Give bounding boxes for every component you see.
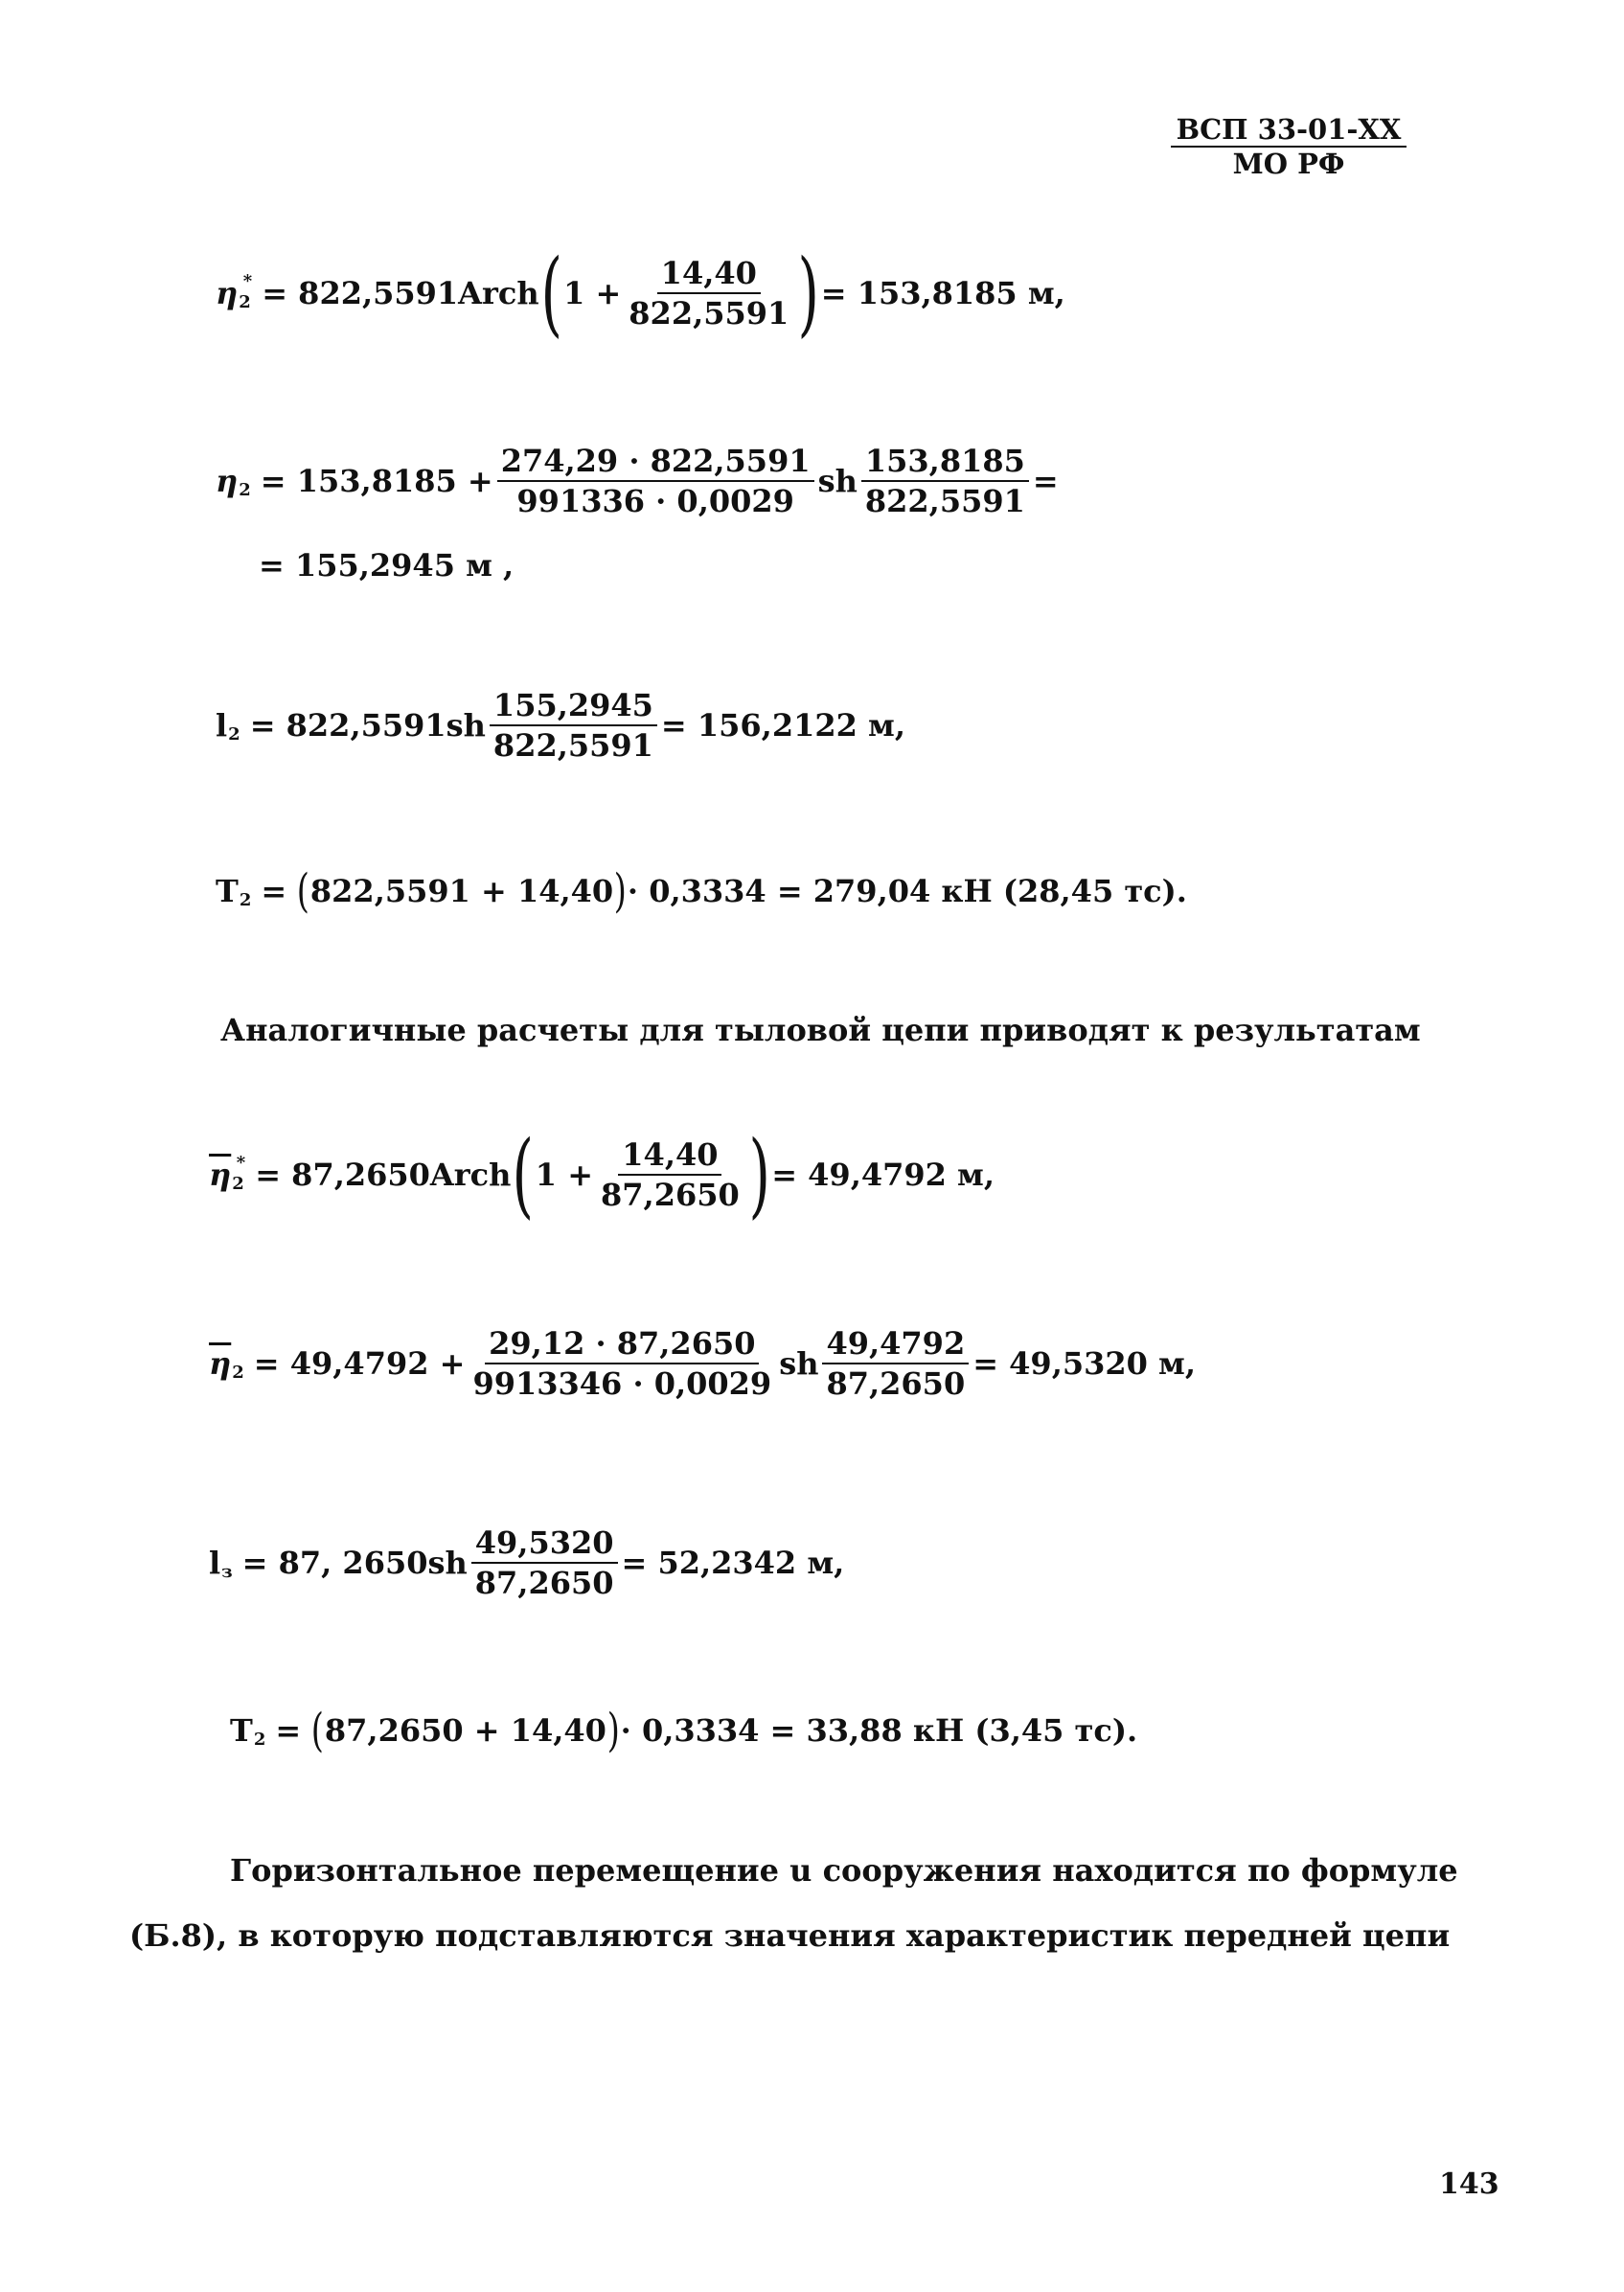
eq-lhs: l (209, 1545, 221, 1581)
eq-result: = 156,2122 м, (660, 707, 905, 744)
eq-coef: = 87, 2650sh (241, 1545, 468, 1581)
eq-equals: = (1032, 463, 1059, 499)
eq-lhs: l (216, 707, 228, 744)
eq-fraction-2 (822, 1326, 969, 1401)
frac-num: 29,12 · 87,2650 (485, 1326, 759, 1364)
eq-result: = 49,4792 м, (771, 1157, 995, 1193)
eq-lhs-sup: * (242, 271, 253, 291)
eq-term1: = 49,4792 + (253, 1345, 466, 1382)
eq-fraction (597, 1137, 743, 1212)
eq-lhs: T (216, 873, 239, 909)
paragraph-rear-chain: Аналогичные расчеты для тыловой цепи приводят к результатам (220, 1012, 1421, 1048)
frac-num: 14,40 (618, 1137, 721, 1176)
frac-den: 87,2650 (826, 1365, 966, 1402)
eq-one-plus: 1 + (535, 1157, 594, 1193)
eq-lhs: η (216, 275, 239, 311)
frac-den: 87,2650 (474, 1565, 614, 1601)
eq-fraction (471, 1525, 618, 1600)
paragraph-line-2: (Б.8), в которую подставляются значения характеристик передней цепи (129, 1917, 1451, 1954)
document-header (1155, 113, 1423, 180)
equation-l3 (209, 1525, 844, 1600)
eq-lhs-sub: з (221, 1562, 233, 1582)
doc-code: ВСП 33-01-XX (1171, 113, 1407, 148)
eq-result: · 0,3334 = 33,88 кН (3,45 тс). (620, 1712, 1138, 1749)
eq-coef: = 87,2650Arch (255, 1157, 512, 1193)
frac-den: 822,5591 (864, 483, 1025, 519)
eq-fraction (490, 688, 657, 763)
equation-eta2-bar-star: $\overline{\eta}$ 2 * = 87,2650Arch ( 1 + $\frac{14,40}{87,2650}$ ) = 49,4792 м, (209, 1121, 995, 1228)
equation-T2-rear: T 2 = ( 87,2650 + 14,40 ) · 0,3334 = 33,88 кН (3,45 тс). (230, 1704, 1138, 1757)
paragraph-line-1: Горизонтальное перемещение u сооружения находится по формуле (230, 1852, 1458, 1889)
equation-l2 (216, 688, 905, 763)
eq-equals: = (275, 1712, 302, 1749)
equation-eta2-bar (209, 1326, 1196, 1401)
frac-num: 14,40 (657, 256, 761, 294)
eq-one-plus: 1 + (563, 275, 622, 311)
eq-lhs: $\overline{\eta}$ (209, 1157, 232, 1193)
frac-num: 274,29 · 822,5591 (497, 444, 814, 482)
eq-fraction-1 (497, 444, 814, 518)
eq-lhs-sup: * (236, 1153, 246, 1173)
frac-num: 49,4792 (822, 1326, 969, 1364)
equation-eta2-result (259, 546, 514, 584)
frac-den: 87,2650 (601, 1177, 740, 1213)
eq-equals: = (261, 873, 287, 909)
eq-lhs-sub: 2 (232, 1363, 244, 1383)
eq-fraction (625, 256, 792, 331)
eq-fraction-1 (469, 1326, 775, 1401)
frac-num: 153,8185 (861, 444, 1029, 482)
eq-coef: = 822,5591sh (249, 707, 486, 744)
frac-den: 822,5591 (629, 295, 789, 332)
frac-den: 9913346 · 0,0029 (472, 1365, 772, 1402)
equation-eta2-star: η 2 * = 822,5591Arch ( 1 + $\frac{14,40}{822,5591}$ ) = 153,8185 м, (216, 240, 1065, 347)
eq-result: = 153,8185 м, (820, 275, 1065, 311)
eq-inner: 87,2650 + 14,40 (324, 1712, 606, 1749)
eq-lhs: η (216, 463, 239, 499)
eq-result: · 0,3334 = 279,04 кН (28,45 тс). (627, 873, 1187, 909)
eq-result: = 49,5320 м, (972, 1345, 1196, 1382)
eq-fraction-2 (861, 444, 1029, 518)
eq-result: = 155,2945 м , (259, 547, 515, 584)
eq-coef: = 822,5591Arch (262, 275, 539, 311)
eq-sh: sh (779, 1345, 819, 1382)
eq-lhs-sub: 2 (253, 1730, 266, 1750)
eq-lhs-sub: 2 (232, 1174, 244, 1194)
frac-num: 155,2945 (490, 688, 657, 726)
eq-inner: 822,5591 + 14,40 (309, 873, 614, 909)
eq-result: = 52,2342 м, (621, 1545, 845, 1581)
eq-term1: = 153,8185 + (260, 463, 493, 499)
frac-den: 822,5591 (492, 727, 653, 764)
eq-lhs-sub: 2 (228, 724, 240, 745)
frac-den: 991336 · 0,0029 (516, 483, 794, 519)
equation-T2-front: T 2 = ( 822,5591 + 14,40 ) · 0,3334 = 279,04 кН (28,45 тс). (216, 864, 1187, 918)
equation-eta2 (216, 444, 1059, 518)
eq-lhs-sub: 2 (239, 292, 251, 312)
eq-lhs-sub: 2 (239, 480, 251, 500)
eq-sh: sh (817, 463, 858, 499)
eq-lhs: $\overline{\eta}$ (209, 1345, 232, 1382)
page-number: 143 (1439, 2167, 1499, 2201)
frac-num: 49,5320 (471, 1525, 618, 1564)
doc-org: МО РФ (1232, 148, 1345, 180)
eq-lhs: T (230, 1712, 253, 1749)
eq-lhs-sub: 2 (239, 890, 252, 910)
